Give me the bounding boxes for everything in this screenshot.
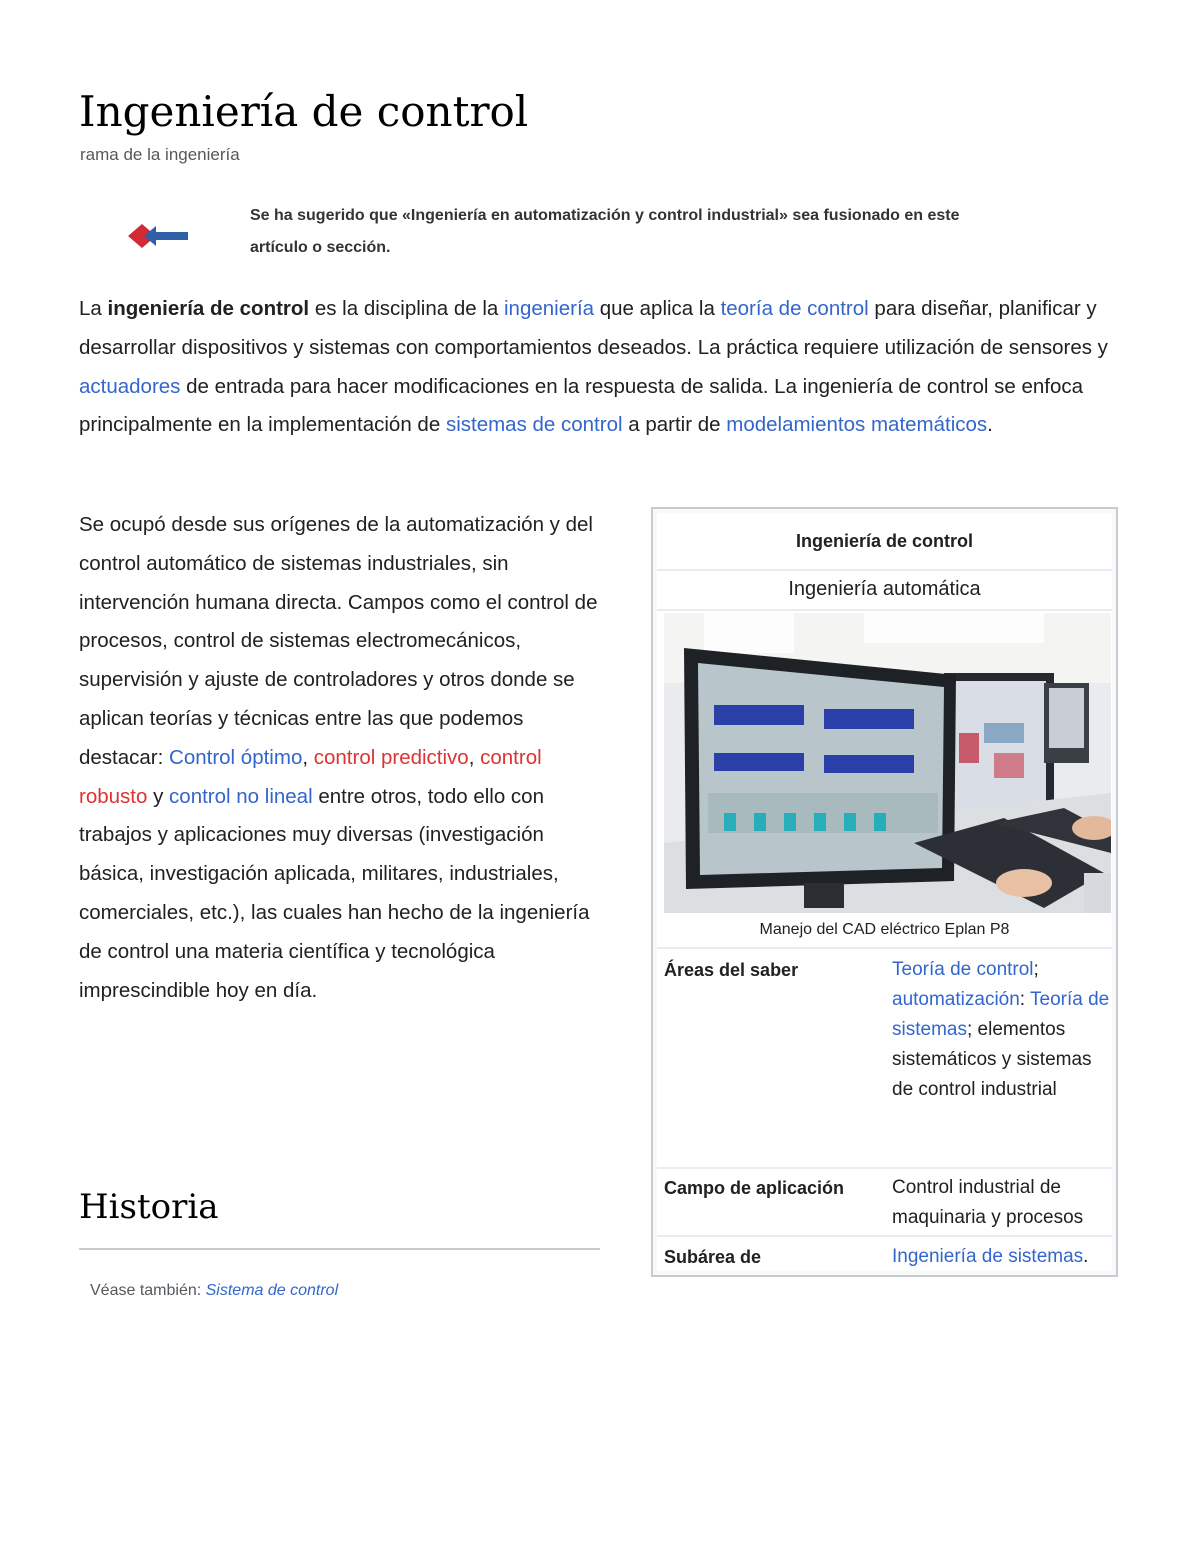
section-divider: [79, 1248, 600, 1250]
link-control-optimo[interactable]: Control óptimo: [169, 745, 303, 769]
paragraph-text: Se ocupó desde sus orígenes de la automatización y del control automático de sistemas industriales, sin intervención humana directa. Campos como el control de procesos, control de sistemas electromecánicos, supervisión y ajuste de controladores y otros donde se aplican teorías y técnicas entre las que podemos destacar:: [79, 513, 598, 769]
see-also-note: [90, 1279, 338, 1303]
link-sistema-de-control[interactable]: Sistema de control: [205, 1282, 339, 1299]
merge-notice-line2: artículo o sección.: [250, 239, 391, 256]
infobox-label-campo: Campo de aplicación: [664, 1178, 845, 1198]
infobox-value-subarea: [892, 1242, 1117, 1272]
link-teoria-de-sistemas[interactable]: Teoría de sistemas: [892, 989, 1110, 1040]
infobox-subtitle: Ingeniería automática: [788, 578, 981, 600]
infobox-text: :: [1019, 989, 1031, 1010]
link-modelamientos-matematicos[interactable]: modelamientos matemáticos: [726, 413, 988, 437]
paragraph-text: entre otros, todo ello con trabajos y aplicaciones muy diversas (investigación básica, investigación aplicada, militares, industriales, comerciales, etc.), las cuales han hecho de la ingeniería de control una materia científica y tecnológica imprescindible hoy en día.: [79, 784, 590, 1002]
lead-text: para diseñar, planificar y desarrollar dispositivos y sistemas con comportamientos deseados. La práctica requiere utilización de sensores y: [79, 297, 1108, 359]
merge-arrow-icon: [126, 219, 190, 253]
lead-text: que aplica la: [594, 297, 721, 320]
infobox: [651, 507, 1118, 1277]
infobox-text: ; elementos sistemáticos y sistemas de control industrial: [892, 1019, 1092, 1100]
link-actuadores[interactable]: actuadores: [79, 374, 181, 398]
second-paragraph: [79, 506, 604, 1010]
infobox-label-areas: Áreas del saber: [664, 960, 799, 980]
see-also-label: Véase también:: [90, 1282, 206, 1299]
link-ingenieria[interactable]: ingeniería: [504, 297, 595, 320]
infobox-divider: [657, 609, 1112, 611]
paragraph-text: ,: [302, 745, 314, 769]
merge-notice-line1: Se ha sugerido que «Ingeniería en automatización y control industrial» sea fusionado en este: [250, 207, 960, 224]
infobox-value-campo: Control industrial de maquinaria y procesos: [892, 1177, 1084, 1228]
infobox-photo[interactable]: [664, 613, 1111, 913]
link-control-predictivo[interactable]: control predictivo: [313, 745, 469, 769]
lead-text: es la disciplina de la: [309, 297, 504, 320]
paragraph-text: y: [147, 784, 170, 808]
merge-notice: [250, 200, 1070, 264]
paragraph-text: ,: [468, 745, 481, 769]
infobox-divider: [657, 947, 1112, 949]
link-ingenieria-de-sistemas[interactable]: Ingeniería de sistemas: [892, 1246, 1084, 1267]
infobox-label-subarea: Subárea de: [664, 1247, 762, 1267]
link-control-robusto[interactable]: control robusto: [79, 745, 542, 808]
infobox-body: [657, 513, 1112, 1271]
lead-paragraph: [79, 290, 1124, 445]
infobox-title: Ingeniería de control: [795, 531, 974, 551]
lead-text: a partir de: [622, 413, 727, 437]
infobox-value-areas: [892, 955, 1117, 1105]
link-control-no-lineal[interactable]: control no lineal: [169, 784, 313, 808]
section-heading-historia: Historia: [79, 1187, 219, 1227]
infobox-caption: Manejo del CAD eléctrico Eplan P8: [759, 921, 1010, 938]
infobox-divider: [657, 1167, 1112, 1169]
link-sistemas-de-control[interactable]: sistemas de control: [445, 413, 623, 437]
lead-bold-term: ingeniería de control: [107, 297, 310, 320]
infobox-text: .: [1083, 1246, 1089, 1267]
lead-text: .: [987, 413, 993, 437]
link-automatizacion[interactable]: automatización: [892, 989, 1020, 1010]
lead-text: La: [79, 297, 108, 320]
infobox-text: ;: [1033, 959, 1039, 980]
link-teoria-de-control-infobox[interactable]: Teoría de control: [892, 959, 1034, 980]
lead-text: de entrada para hacer modificaciones en la respuesta de salida. La ingeniería de control se enfoca principalmente en la implementación de: [79, 374, 1084, 437]
page-subtitle: rama de la ingeniería: [80, 145, 240, 164]
page-title: Ingeniería de control: [79, 87, 529, 136]
link-teoria-de-control[interactable]: teoría de control: [720, 297, 869, 320]
infobox-divider: [657, 1235, 1112, 1237]
